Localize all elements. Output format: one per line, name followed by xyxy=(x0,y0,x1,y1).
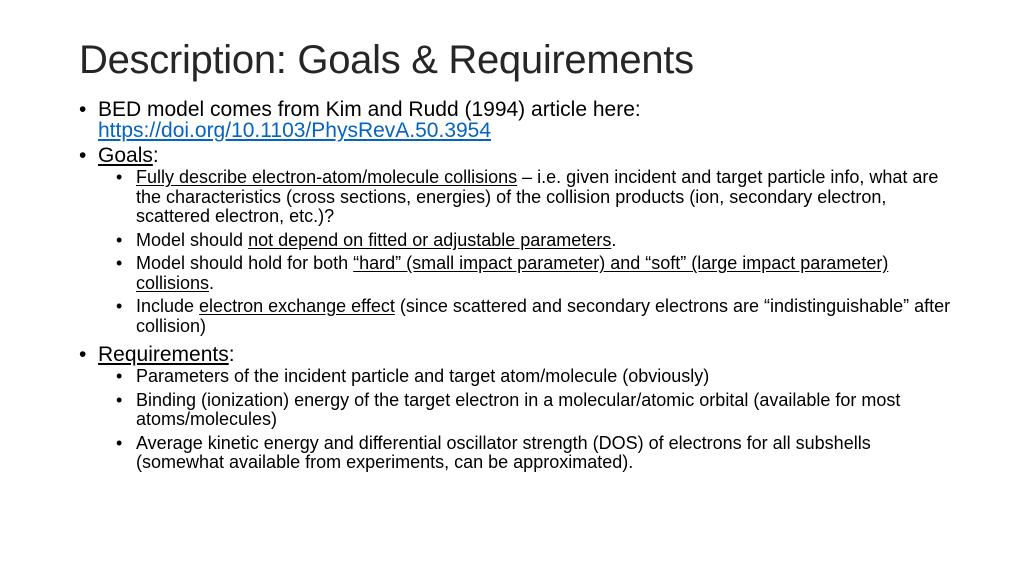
goal-item xyxy=(98,254,959,293)
goal-text: (since scattered and secondary electrons are “indistinguishable” after collision) xyxy=(136,296,951,336)
bullet-dot-icon: • xyxy=(116,167,123,187)
goal-item xyxy=(98,297,959,336)
slide-title: Description: Goals & Requirements xyxy=(79,38,694,82)
goals-colon: : xyxy=(152,144,159,167)
goals-heading: Goals xyxy=(98,144,153,167)
goal-item xyxy=(98,168,959,227)
goal-text: . xyxy=(611,229,617,250)
bullet-source xyxy=(79,99,959,141)
goal-underlined: Fully describe electron-atom/molecule collisions xyxy=(136,167,518,187)
doi-link[interactable]: https://doi.org/10.1103/PhysRevA.50.3954 xyxy=(98,119,492,142)
requirement-text: Average kinetic energy and differential oscillator strength (DOS) of electrons for all subshells (somewhat available from experiments, can be approximated). xyxy=(136,432,871,472)
bullet-dot-icon: • xyxy=(79,144,87,167)
requirement-text: Binding (ionization) energy of the target electron in a molecular/atomic orbital (available for most atoms/molecules) xyxy=(136,389,901,429)
goal-underlined: not depend on fitted or adjustable parameters xyxy=(248,229,612,250)
source-text: BED model comes from Kim and Rudd (1994) article here: xyxy=(98,98,641,121)
goal-text: – i.e. given incident and target particle info, what are the characteristics (cross sections, energies) of the collision products (ion, secondary electron, scattered electron, etc.)? xyxy=(136,167,939,226)
requirement-item xyxy=(98,434,959,473)
requirements-heading: Requirements xyxy=(98,343,229,366)
requirement-text: Parameters of the incident particle and target atom/molecule (obviously) xyxy=(136,366,710,386)
goals-list xyxy=(98,168,959,336)
bullet-dot-icon: • xyxy=(79,98,87,121)
top-level-list xyxy=(79,99,959,473)
bullet-requirements xyxy=(79,344,959,473)
goal-underlined: “hard” (small impact parameter) and “soft” (large impact parameter) collisions xyxy=(136,253,889,293)
goal-text: Include xyxy=(136,296,200,316)
bullet-dot-icon: • xyxy=(116,432,123,453)
requirement-item xyxy=(98,367,959,387)
requirements-list xyxy=(98,367,959,473)
bullet-dot-icon: • xyxy=(116,253,123,273)
requirements-colon: : xyxy=(228,343,235,366)
requirement-item xyxy=(98,391,959,430)
bullet-dot-icon: • xyxy=(116,389,123,410)
bullet-dot-icon: • xyxy=(116,366,123,386)
goal-text: Model should hold for both xyxy=(136,253,354,273)
slide-body xyxy=(79,99,959,477)
goal-text: Model should xyxy=(136,229,249,250)
bullet-dot-icon: • xyxy=(116,229,123,250)
goal-item xyxy=(98,231,959,251)
goal-underlined: electron exchange effect xyxy=(199,296,395,316)
bullet-goals xyxy=(79,145,959,336)
bullet-dot-icon: • xyxy=(116,296,123,316)
bullet-dot-icon: • xyxy=(79,343,87,366)
goal-text: . xyxy=(209,272,215,293)
